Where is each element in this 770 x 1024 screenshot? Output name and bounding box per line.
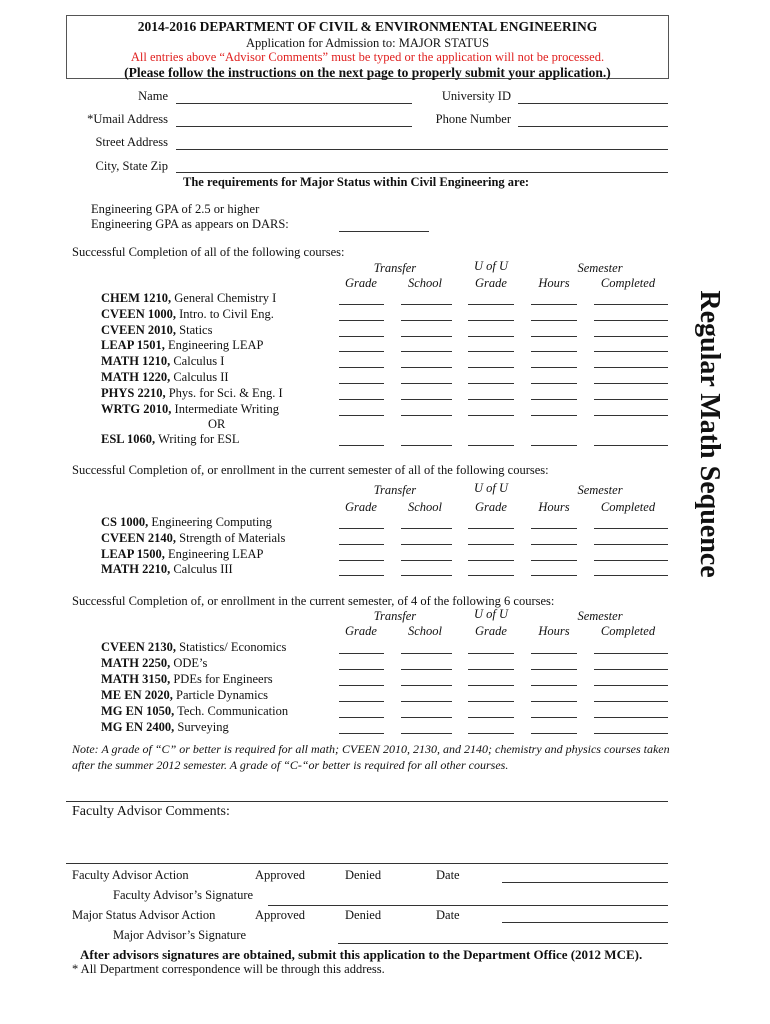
s2-school-header: School (407, 500, 443, 514)
faculty-action-label: Faculty Advisor Action (72, 868, 189, 882)
course-row (101, 370, 229, 385)
major-denied-option[interactable]: Denied (345, 908, 382, 922)
s1-row0-hours-field[interactable] (531, 304, 577, 305)
name-field[interactable] (176, 103, 412, 104)
course-row (101, 531, 285, 546)
s1-row1-semester-completed-field[interactable] (594, 320, 668, 321)
s3-row5-transfer-school-field[interactable] (401, 733, 452, 734)
s1-row3-transfer-school-field[interactable] (401, 351, 452, 352)
s1-row6-transfer-school-field[interactable] (401, 399, 452, 400)
s3-row1-uofu-grade-field[interactable] (468, 669, 514, 670)
header-box (66, 15, 669, 79)
faculty-approved-option[interactable]: Approved (255, 868, 305, 882)
typing-warning: All entries above “Advisor Comments” must be typed or the application will not be processed. (130, 50, 605, 64)
faculty-signature-field[interactable] (268, 905, 668, 906)
s3-row5-transfer-grade-field[interactable] (339, 733, 384, 734)
s1-row2-transfer-grade-field[interactable] (339, 336, 384, 337)
s3-row4-hours-field[interactable] (531, 717, 577, 718)
s1-row0-transfer-grade-field[interactable] (339, 304, 384, 305)
s1-row4-transfer-school-field[interactable] (401, 367, 452, 368)
s3-row3-transfer-grade-field[interactable] (339, 701, 384, 702)
course-name: Engineering Computing (148, 515, 272, 529)
s1-row2-hours-field[interactable] (531, 336, 577, 337)
city-label: City, State Zip (95, 159, 168, 173)
s1-transfer-header: Transfer (373, 261, 417, 275)
faculty-date-label: Date (436, 868, 460, 882)
s2-row2-transfer-school-field[interactable] (401, 560, 452, 561)
course-row (101, 640, 286, 655)
course-code: LEAP 1501, (101, 338, 165, 353)
s1-uofu-grade-header: Grade (475, 276, 507, 290)
s3-school-header: School (407, 624, 443, 638)
course-name: Intermediate Writing (171, 401, 279, 416)
s3-row1-hours-field[interactable] (531, 669, 577, 670)
course-code: MATH 2250, (101, 656, 171, 670)
s1-row0-semester-completed-field[interactable] (594, 304, 668, 305)
course-name: Calculus II (170, 370, 229, 384)
grade-note: Note: A grade of “C” or better is required for all math; CVEEN 2010, 2130, and 2140; chemistry and physics courses taken after the summer 2012 semester. A grade of “C-“or better is required for all other courses. (72, 742, 670, 772)
s1-row3-uofu-grade-field[interactable] (468, 351, 514, 352)
course-row (101, 547, 264, 562)
s3-row1-semester-completed-field[interactable] (594, 669, 668, 670)
course-name: Writing for ESL (155, 432, 240, 446)
s2-row3-uofu-grade-field[interactable] (468, 575, 514, 576)
course-code: CVEEN 1000, (101, 306, 177, 321)
s1-row0-uofu-grade-field[interactable] (468, 304, 514, 305)
major-date-field[interactable] (502, 922, 668, 923)
s3-row2-uofu-grade-field[interactable] (468, 685, 514, 686)
s2-row2-transfer-grade-field[interactable] (339, 560, 384, 561)
course-name: Statics (176, 322, 213, 337)
course-row (101, 515, 272, 530)
s3-row0-hours-field[interactable] (531, 653, 577, 654)
s1-row6-transfer-grade-field[interactable] (339, 399, 384, 400)
s1-row6-uofu-grade-field[interactable] (468, 399, 514, 400)
course-code: MATH 3150, (101, 672, 171, 686)
course-name: Strength of Materials (176, 530, 286, 545)
s1-row1-transfer-grade-field[interactable] (339, 320, 384, 321)
university-id-label: University ID (441, 89, 511, 103)
course-code: MATH 1220, (101, 370, 171, 384)
course-row (101, 354, 224, 369)
s3-row3-semester-completed-field[interactable] (594, 701, 668, 702)
gpa-requirement: Engineering GPA of 2.5 or higher (91, 202, 260, 216)
s3-row5-semester-completed-field[interactable] (594, 733, 668, 734)
s2-semester-header: Semester (577, 483, 623, 497)
s3-semester-header: Semester (577, 609, 623, 623)
s1-row7-semester-completed-field[interactable] (594, 415, 668, 416)
name-label: Name (138, 89, 168, 103)
course-code: PHYS 2210, (101, 385, 166, 400)
s2-row1-semester-completed-field[interactable] (594, 544, 668, 545)
s2-row1-transfer-school-field[interactable] (401, 544, 452, 545)
course-code: CVEEN 2130, (101, 640, 177, 654)
submit-instruction: After advisors signatures are obtained, submit this application to the Department Office (2012 MCE). (80, 947, 643, 962)
course-row (101, 688, 268, 703)
s3-row0-transfer-school-field[interactable] (401, 653, 452, 654)
street-field[interactable] (176, 149, 668, 150)
comments-top-rule (66, 801, 668, 802)
course-row (101, 291, 276, 306)
s2-row3-hours-field[interactable] (531, 575, 577, 576)
s1-rowesl-hours-field[interactable] (531, 445, 577, 446)
s1-rowesl-uofu-grade-field[interactable] (468, 445, 514, 446)
s2-hours-header: Hours (538, 500, 570, 514)
course-code: MATH 2210, (101, 562, 171, 577)
major-action-label: Major Status Advisor Action (72, 908, 216, 922)
s3-uofu-grade-header: Grade (475, 624, 507, 638)
s2-row1-transfer-grade-field[interactable] (339, 544, 384, 545)
s3-row1-transfer-grade-field[interactable] (339, 669, 384, 670)
s1-hours-header: Hours (538, 276, 570, 290)
s1-row7-transfer-school-field[interactable] (401, 415, 452, 416)
s2-transfer-header: Transfer (373, 483, 417, 497)
city-field[interactable] (176, 172, 668, 173)
faculty-comments-field[interactable] (66, 863, 668, 864)
course-code: CVEEN 2140, (101, 530, 177, 545)
s1-rowesl-transfer-grade-field[interactable] (339, 445, 384, 446)
s1-uofu-header: U of U (473, 259, 509, 273)
course-code: CHEM 1210, (101, 291, 172, 305)
course-name: Phys. for Sci. & Eng. I (165, 385, 283, 400)
s3-row4-transfer-school-field[interactable] (401, 717, 452, 718)
section1-title: Successful Completion of all of the following courses: (72, 245, 345, 259)
s3-row2-hours-field[interactable] (531, 685, 577, 686)
s3-row2-semester-completed-field[interactable] (594, 685, 668, 686)
side-title: Regular Math Sequence (694, 290, 725, 578)
s3-grade-header: Grade (345, 624, 377, 638)
course-name: ODE’s (170, 656, 208, 670)
gpa-dars-label: Engineering GPA as appears on DARS: (91, 217, 289, 231)
s2-row0-hours-field[interactable] (531, 528, 577, 529)
s1-row7-uofu-grade-field[interactable] (468, 415, 514, 416)
course-name: Engineering LEAP (164, 338, 264, 353)
course-row (101, 402, 279, 417)
s1-row4-uofu-grade-field[interactable] (468, 367, 514, 368)
s2-completed-header: Completed (600, 500, 656, 514)
course-name: Calculus I (170, 354, 225, 369)
s1-rowesl-semester-completed-field[interactable] (594, 445, 668, 446)
s2-row0-semester-completed-field[interactable] (594, 528, 668, 529)
s2-row1-uofu-grade-field[interactable] (468, 544, 514, 545)
s1-row3-transfer-grade-field[interactable] (339, 351, 384, 352)
s1-row7-transfer-grade-field[interactable] (339, 415, 384, 416)
s1-row5-uofu-grade-field[interactable] (468, 383, 514, 384)
s3-uofu-header: U of U (473, 607, 509, 621)
instructions-note: (Please follow the instructions on the next page to properly submit your application.) (124, 65, 611, 80)
faculty-signature-label: Faculty Advisor’s Signature (113, 888, 254, 902)
s1-row3-hours-field[interactable] (531, 351, 577, 352)
s3-completed-header: Completed (600, 624, 656, 638)
s3-transfer-header: Transfer (373, 609, 417, 623)
faculty-date-field[interactable] (502, 882, 668, 883)
or-separator: OR (208, 417, 226, 431)
major-date-label: Date (436, 908, 460, 922)
s1-row2-uofu-grade-field[interactable] (468, 336, 514, 337)
s1-row7-hours-field[interactable] (531, 415, 577, 416)
s1-school-header: School (407, 276, 443, 290)
s1-row5-transfer-grade-field[interactable] (339, 383, 384, 384)
form-title: 2014-2016 DEPARTMENT OF CIVIL & ENVIRONMENTAL ENGINEERING (137, 19, 598, 34)
course-name: Statistics/ Economics (176, 640, 287, 654)
faculty-denied-option[interactable]: Denied (345, 868, 382, 882)
requirements-title: The requirements for Major Status within Civil Engineering are: (183, 175, 530, 189)
s1-row2-semester-completed-field[interactable] (594, 336, 668, 337)
s3-row4-transfer-grade-field[interactable] (339, 717, 384, 718)
s3-hours-header: Hours (538, 624, 570, 638)
course-row (101, 386, 283, 401)
faculty-comments-label: Faculty Advisor Comments: (72, 804, 230, 819)
s2-row2-uofu-grade-field[interactable] (468, 560, 514, 561)
course-name: Tech. Communication (174, 704, 289, 718)
umail-field[interactable] (176, 126, 412, 127)
course-row (101, 562, 233, 577)
major-signature-label: Major Advisor’s Signature (113, 928, 247, 942)
course-name: General Chemistry I (171, 291, 277, 305)
s3-row2-transfer-school-field[interactable] (401, 685, 452, 686)
s1-row4-hours-field[interactable] (531, 367, 577, 368)
course-code: MATH 1210, (101, 354, 171, 369)
course-row (101, 672, 273, 687)
university-id-field[interactable] (518, 103, 668, 104)
section3-title: Successful Completion of, or enrollment in the current semester, of 4 of the following 6 courses: (72, 594, 555, 608)
section2-title: Successful Completion of, or enrollment in the current semester of all of the following courses: (72, 463, 549, 477)
phone-label: Phone Number (435, 112, 511, 126)
course-row (101, 338, 264, 353)
course-name: Engineering LEAP (164, 546, 264, 561)
s2-row0-transfer-grade-field[interactable] (339, 528, 384, 529)
s1-row4-semester-completed-field[interactable] (594, 367, 668, 368)
course-name: Calculus III (170, 562, 233, 577)
s3-row0-semester-completed-field[interactable] (594, 653, 668, 654)
s1-row1-hours-field[interactable] (531, 320, 577, 321)
course-code: ESL 1060, (101, 432, 156, 446)
course-code: WRTG 2010, (101, 401, 172, 416)
s1-semester-header: Semester (577, 261, 623, 275)
phone-field[interactable] (518, 126, 668, 127)
course-code: MG EN 2400, (101, 720, 175, 734)
s1-row5-transfer-school-field[interactable] (401, 383, 452, 384)
course-name: Intro. to Civil Eng. (176, 306, 274, 321)
s3-row2-transfer-grade-field[interactable] (339, 685, 384, 686)
s2-row3-transfer-grade-field[interactable] (339, 575, 384, 576)
s1-completed-header: Completed (600, 276, 656, 290)
s1-rowesl-transfer-school-field[interactable] (401, 445, 452, 446)
s2-row1-hours-field[interactable] (531, 544, 577, 545)
s3-row3-transfer-school-field[interactable] (401, 701, 452, 702)
s1-grade-header: Grade (345, 276, 377, 290)
s3-row4-uofu-grade-field[interactable] (468, 717, 514, 718)
s1-row1-transfer-school-field[interactable] (401, 320, 452, 321)
course-row (101, 307, 274, 322)
s2-row3-semester-completed-field[interactable] (594, 575, 668, 576)
course-code: LEAP 1500, (101, 546, 165, 561)
s3-row3-uofu-grade-field[interactable] (468, 701, 514, 702)
course-code: CS 1000, (101, 515, 149, 529)
s1-row6-semester-completed-field[interactable] (594, 399, 668, 400)
s3-row0-transfer-grade-field[interactable] (339, 653, 384, 654)
s2-row2-semester-completed-field[interactable] (594, 560, 668, 561)
course-row (101, 720, 229, 735)
s3-row5-uofu-grade-field[interactable] (468, 733, 514, 734)
major-approved-option[interactable]: Approved (255, 908, 305, 922)
s2-row3-transfer-school-field[interactable] (401, 575, 452, 576)
course-row (101, 432, 240, 447)
course-name: PDEs for Engineers (170, 672, 273, 686)
course-row (101, 704, 288, 719)
s1-row5-semester-completed-field[interactable] (594, 383, 668, 384)
form-subtitle: Application for Admission to: MAJOR STATUS (245, 36, 490, 50)
s2-uofu-header: U of U (473, 481, 509, 495)
s1-row4-transfer-grade-field[interactable] (339, 367, 384, 368)
correspondence-note: * All Department correspondence will be through this address. (72, 962, 385, 976)
s3-row0-uofu-grade-field[interactable] (468, 653, 514, 654)
s1-row3-semester-completed-field[interactable] (594, 351, 668, 352)
s2-row0-uofu-grade-field[interactable] (468, 528, 514, 529)
street-label: Street Address (95, 135, 168, 149)
course-code: MG EN 1050, (101, 704, 175, 718)
course-name: Surveying (174, 720, 229, 734)
s3-row1-transfer-school-field[interactable] (401, 669, 452, 670)
umail-label: *Umail Address (87, 112, 168, 126)
s2-row2-hours-field[interactable] (531, 560, 577, 561)
s2-row0-transfer-school-field[interactable] (401, 528, 452, 529)
course-code: CVEEN 2010, (101, 322, 177, 337)
s3-row3-hours-field[interactable] (531, 701, 577, 702)
s2-uofu-grade-header: Grade (475, 500, 507, 514)
course-row (101, 323, 212, 338)
s2-grade-header: Grade (345, 500, 377, 514)
s1-row1-uofu-grade-field[interactable] (468, 320, 514, 321)
s1-row6-hours-field[interactable] (531, 399, 577, 400)
s1-row2-transfer-school-field[interactable] (401, 336, 452, 337)
course-name: Particle Dynamics (172, 688, 268, 702)
course-row (101, 656, 207, 671)
course-code: ME EN 2020, (101, 688, 173, 702)
major-signature-field[interactable] (338, 943, 668, 944)
s3-row5-hours-field[interactable] (531, 733, 577, 734)
s1-row5-hours-field[interactable] (531, 383, 577, 384)
s3-row4-semester-completed-field[interactable] (594, 717, 668, 718)
s1-row0-transfer-school-field[interactable] (401, 304, 452, 305)
gpa-dars-field[interactable] (339, 231, 429, 232)
